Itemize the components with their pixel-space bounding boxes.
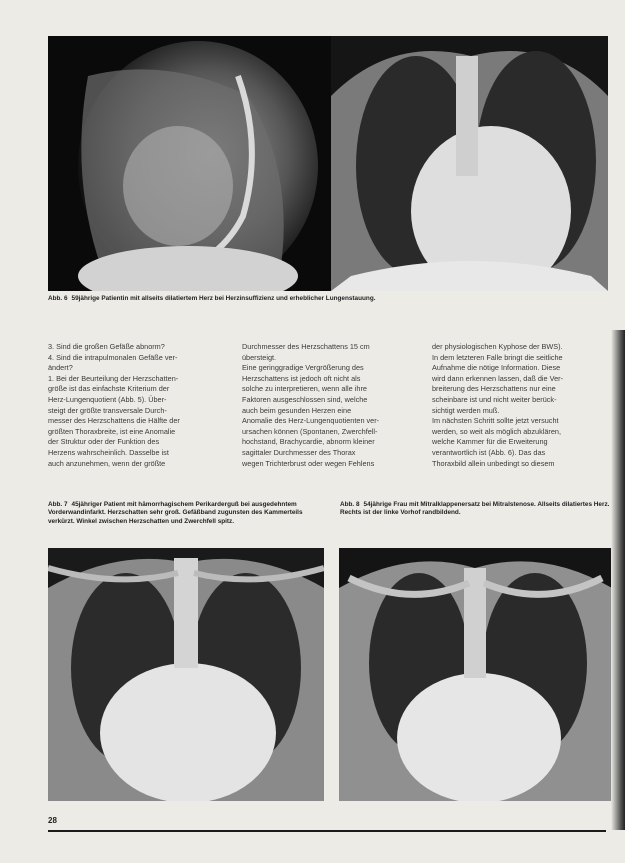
text-line: Durchmesser des Herzschattens 15 cm <box>242 342 370 351</box>
text-line: Thoraxbild allein unbedingt so diesem <box>432 458 555 468</box>
text-line: auch beim gesunden Herzen eine <box>242 405 352 415</box>
caption-label: Abb. 7 <box>48 501 68 508</box>
text-line: verantwortlich ist (Abb. 6). Das das <box>432 447 546 457</box>
text-line: Eine geringgradige Vergrößerung des <box>242 363 364 373</box>
caption-text: 45jähriger Patient mit hämorrhagischem Perikarderguß bei ausgedehntem Vorderwandinfarkt. Herzschatten sehr groß. Gefäßband zugunsten des Kammerteils verkürzt. Winkel zwischen Herzschatten und Zwerchfell spitz. <box>48 501 303 525</box>
xray-frontal-bottom-right-image <box>339 548 612 801</box>
text-line: Herzens wahrscheinlich. Dasselbe ist <box>48 447 169 457</box>
xray-lateral-image <box>48 36 331 291</box>
text-line: werden, so weit als möglich abzuklären, <box>432 426 561 436</box>
text-line: breiterung des Herzschattens nur eine <box>432 384 556 394</box>
text-line: ändert? <box>48 363 73 373</box>
page-number: 28 <box>48 816 57 825</box>
text-line: sichtigt werden muß. <box>432 405 500 415</box>
xray-frontal-bottom-left-graphic <box>48 548 324 801</box>
text-column-right <box>432 342 610 469</box>
caption-label: Abb. 6 <box>48 295 68 302</box>
text-line: der Struktur oder der Funktion des <box>48 437 160 447</box>
text-line: größe ist das einfachste Kriterium der <box>48 384 170 394</box>
text-line: Faktoren ausgeschlossen sind, welche <box>242 394 368 404</box>
text-line: 4. Sind die intrapulmonalen Gefäße ver- <box>48 352 178 362</box>
text-line: solche zu interpretieren, wenn alle ihre <box>242 384 367 394</box>
text-line: scheinbare ist und nicht weiter berück- <box>432 394 557 404</box>
caption-text: 54jährige Frau mit Mitralklappenersatz bei Mitralstenose. Allseits dilatiertes Herz. Rechts ist der linke Vorhof randbildend. <box>340 501 610 517</box>
bottom-rule <box>48 830 606 832</box>
caption-text: 59jährige Patientin mit allseits dilatiertem Herz bei Herzinsuffizienz und erheblicher Lungenstauung. <box>71 295 376 302</box>
text-line: 3. Sind die großen Gefäße abnorm? <box>48 342 165 351</box>
text-line: wird dann erkennen lassen, daß die Ver- <box>432 373 564 383</box>
xray-lateral-graphic <box>48 36 331 291</box>
xray-frontal-top-graphic <box>331 36 608 291</box>
caption-label: Abb. 8 <box>340 501 360 508</box>
text-line: Herzschattens ist jedoch oft nicht als <box>242 373 361 383</box>
xray-frontal-bottom-right-graphic <box>339 548 612 801</box>
caption-figure-7 <box>48 501 328 526</box>
xray-frontal-top-image <box>331 36 608 291</box>
text-line: wegen Trichterbrust oder wegen Fehlens <box>242 458 375 468</box>
page-edge-shadow <box>611 330 625 830</box>
text-line: übersteigt. <box>242 352 277 362</box>
text-line: 1. Bei der Beurteilung der Herzschatten- <box>48 373 179 383</box>
text-line: ursachen können (Spontanen, Zwerchfell- <box>242 426 378 436</box>
text-line: In dem letzteren Falle bringt die seitliche <box>432 352 563 362</box>
text-line: messer des Herzschattens die Hälfte der <box>48 416 180 426</box>
text-line: welche Kammer für die Erweiterung <box>432 437 548 447</box>
xray-frontal-bottom-left-image <box>48 548 324 801</box>
text-line: Herz-Lungenquotient (Abb. 5). Über- <box>48 394 167 404</box>
caption-figure-8 <box>340 501 610 518</box>
text-line: Aufnahme die nötige Information. Diese <box>432 363 561 373</box>
text-line: hochstand, Brachycardie, abnorm kleiner <box>242 437 375 447</box>
text-line: größten Thoraxbreite, ist eine Anomalie <box>48 426 176 436</box>
text-line: Anomalie des Herz-Lungenquotienten ver- <box>242 416 380 426</box>
text-line: Im nächsten Schritt sollte jetzt versucht <box>432 416 559 426</box>
text-line: auch anzunehmen, wenn der größte <box>48 458 166 468</box>
text-line: sagittaler Durchmesser des Thorax <box>242 447 356 457</box>
text-column-left <box>48 342 226 469</box>
caption-figure-6 <box>48 295 608 303</box>
text-line: steigt der größte transversale Durch- <box>48 405 167 415</box>
text-column-middle <box>242 342 418 469</box>
text-line: der physiologischen Kyphose der BWS). <box>432 342 563 351</box>
